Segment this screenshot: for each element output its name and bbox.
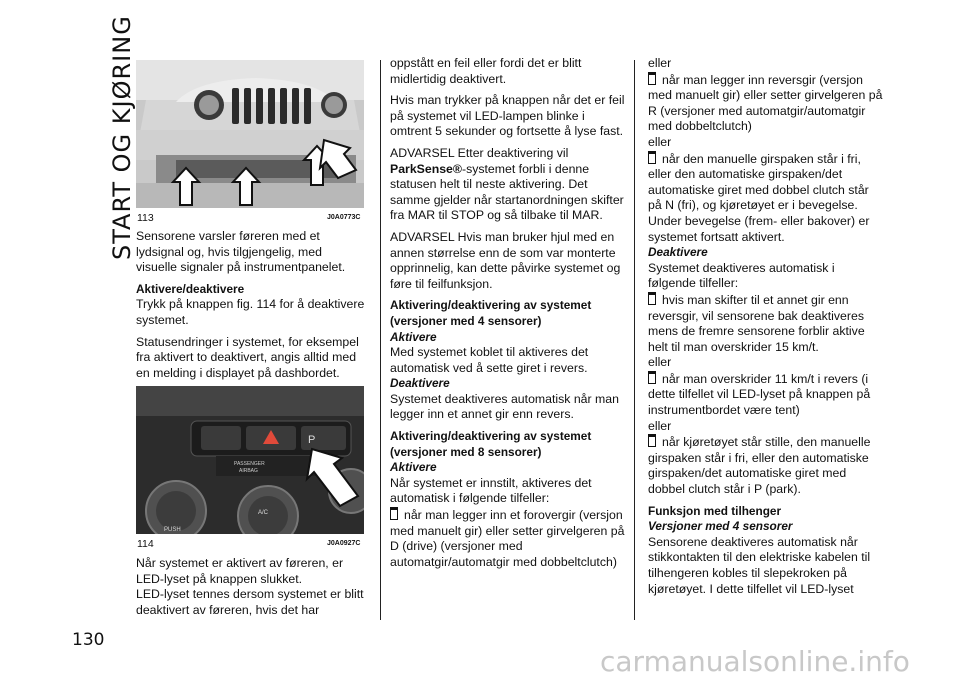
figure-code: J0A0773C xyxy=(327,214,361,221)
paragraph: Sensorene varsler føreren med et lydsignal og, hvis tilgjengelig, med visuelle signaler på instrumentpanelet. xyxy=(136,229,346,275)
subheading: Deaktivere xyxy=(390,376,450,391)
passenger-airbag-label: PASSENGER xyxy=(234,461,265,467)
bullet-item: når man overskrider 11 km/t i revers (i dette tilfellet vil LED-lyset på knappen på instrumentbordet være tent) xyxy=(648,371,883,419)
paragraph: Systemet deaktiveres automatisk i følgende tilfeller: xyxy=(648,260,835,291)
heading: Funksjon med tilhenger xyxy=(648,503,782,518)
bullet-item: når kjøretøyet står stille, den manuelle girspaken står i fri, eller den automatiske girspaken/det automatiske giret med dobbel clutch står i P (park). xyxy=(648,434,883,497)
column-2 xyxy=(390,56,625,570)
paragraph: Når systemet er innstilt, aktiveres det automatisk i følgende tilfeller: xyxy=(390,475,592,506)
paragraph: Trykk på knappen fig. 114 for å deaktivere systemet. xyxy=(136,297,365,327)
svg-text:P: P xyxy=(308,434,316,446)
paragraph: eller xyxy=(648,56,672,70)
paragraph: Med systemet koblet til aktiveres det automatisk ved å sette giret i revers. xyxy=(390,345,589,375)
subheading: Aktivere xyxy=(390,329,437,344)
chapter-title: START OG KJØRING xyxy=(108,15,136,260)
subheading: Aktivere xyxy=(390,460,437,475)
figure-number: 113 xyxy=(137,212,154,224)
paragraph: Statusendringer i systemet, for eksempel fra aktivert to deaktivert, angis alltid med en melding i displayet på dashbordet. xyxy=(136,334,359,380)
heading: Aktivering/deaktivering av systemet (versjoner med 8 sensorer) xyxy=(390,429,592,459)
svg-text:A/C: A/C xyxy=(258,510,269,516)
paragraph: Hvis man trykker på knappen når det er feil på systemet vil LED-lampen blinke i omtrent 5 sekunder og fortsette å lyse fast. xyxy=(390,93,625,139)
paragraph: Sensorene deaktiveres automatisk når stikkontakten til den elektriske kabelen til tilhengeren kobles til slepekroken på kjøretøyet. I dette tilfellet vil LED-lyset xyxy=(648,534,871,596)
paragraph: Systemet deaktiveres automatisk når man legger inn et annet gir enn revers. xyxy=(390,391,619,422)
figure-113-car-front xyxy=(136,60,364,208)
figure-code: J0A0927C xyxy=(327,540,361,547)
watermark: carmanualsonline.info xyxy=(600,645,910,678)
page-number: 130 xyxy=(72,630,105,650)
subheading: Versjoner med 4 sensorer xyxy=(648,519,793,534)
subheading: Deaktivere xyxy=(648,245,708,260)
svg-text:PUSH: PUSH xyxy=(164,527,181,533)
paragraph: LED-lyset tennes dersom systemet er blitt deaktivert av føreren, hvis det har xyxy=(136,587,364,617)
column-1-lower xyxy=(136,556,366,618)
paragraph: oppstått en feil eller fordi det er blitt midlertidig deaktivert. xyxy=(390,56,582,86)
bullet-item: når man legger inn et forovergir (versjon med manuelt gir) eller setter girvelgeren på D (drive) (versjoner med automatgir/automatgir med dobbeltclutch) xyxy=(390,508,625,569)
paragraph: Når systemet er aktivert av føreren, er LED-lyset på knappen slukket. xyxy=(136,556,344,586)
heading: Aktivere/deaktivere xyxy=(136,281,245,296)
warning-paragraph: ADVARSEL Etter deaktivering vil ParkSense®-systemet forbli i denne statusen helt til neste aktivering. Det samme gjelder når startanordningen skifter fra MAR til STOP og så tilbake til MAR. xyxy=(390,145,624,223)
heading: Aktivering/deaktivering av systemet (versjoner med 4 sensorer) xyxy=(390,298,592,328)
paragraph: eller xyxy=(648,355,672,370)
column-1 xyxy=(136,229,366,387)
svg-text:AIRBAG: AIRBAG xyxy=(239,468,258,474)
paragraph: eller xyxy=(648,134,672,149)
column-3 xyxy=(648,56,883,597)
bullet-item: når den manuelle girspaken står i fri, eller den automatiske girspaken/det automatiske giret med dobbel clutch står på N (fri), og kjøretøyet er i bevegelse. Under bevegelse (frem- eller bakover) er systemet fortsatt aktivert. xyxy=(648,151,883,246)
column-divider xyxy=(634,60,635,620)
paragraph: eller xyxy=(648,418,672,433)
bullet-item: hvis man skifter til et annet gir enn reversgir, vil sensorene bak deaktiveres mens de fremre sensorene forblir aktive helt til man overskrider 15 km/t. xyxy=(648,292,883,355)
column-divider xyxy=(380,60,381,620)
warning-paragraph: ADVARSEL Hvis man bruker hjul med en annen størrelse enn de som var monterte opprinnelig, kan dette påvirke systemet og føre til feilfunksjon. xyxy=(390,229,621,291)
figure-114-dashboard-button xyxy=(136,386,364,534)
bullet-item: når man legger inn reversgir (versjon med manuelt gir) eller setter girvelgeren på R (versjoner med automatgir/automatgir med dobbeltclutch) xyxy=(648,72,883,134)
figure-number: 114 xyxy=(137,538,154,550)
